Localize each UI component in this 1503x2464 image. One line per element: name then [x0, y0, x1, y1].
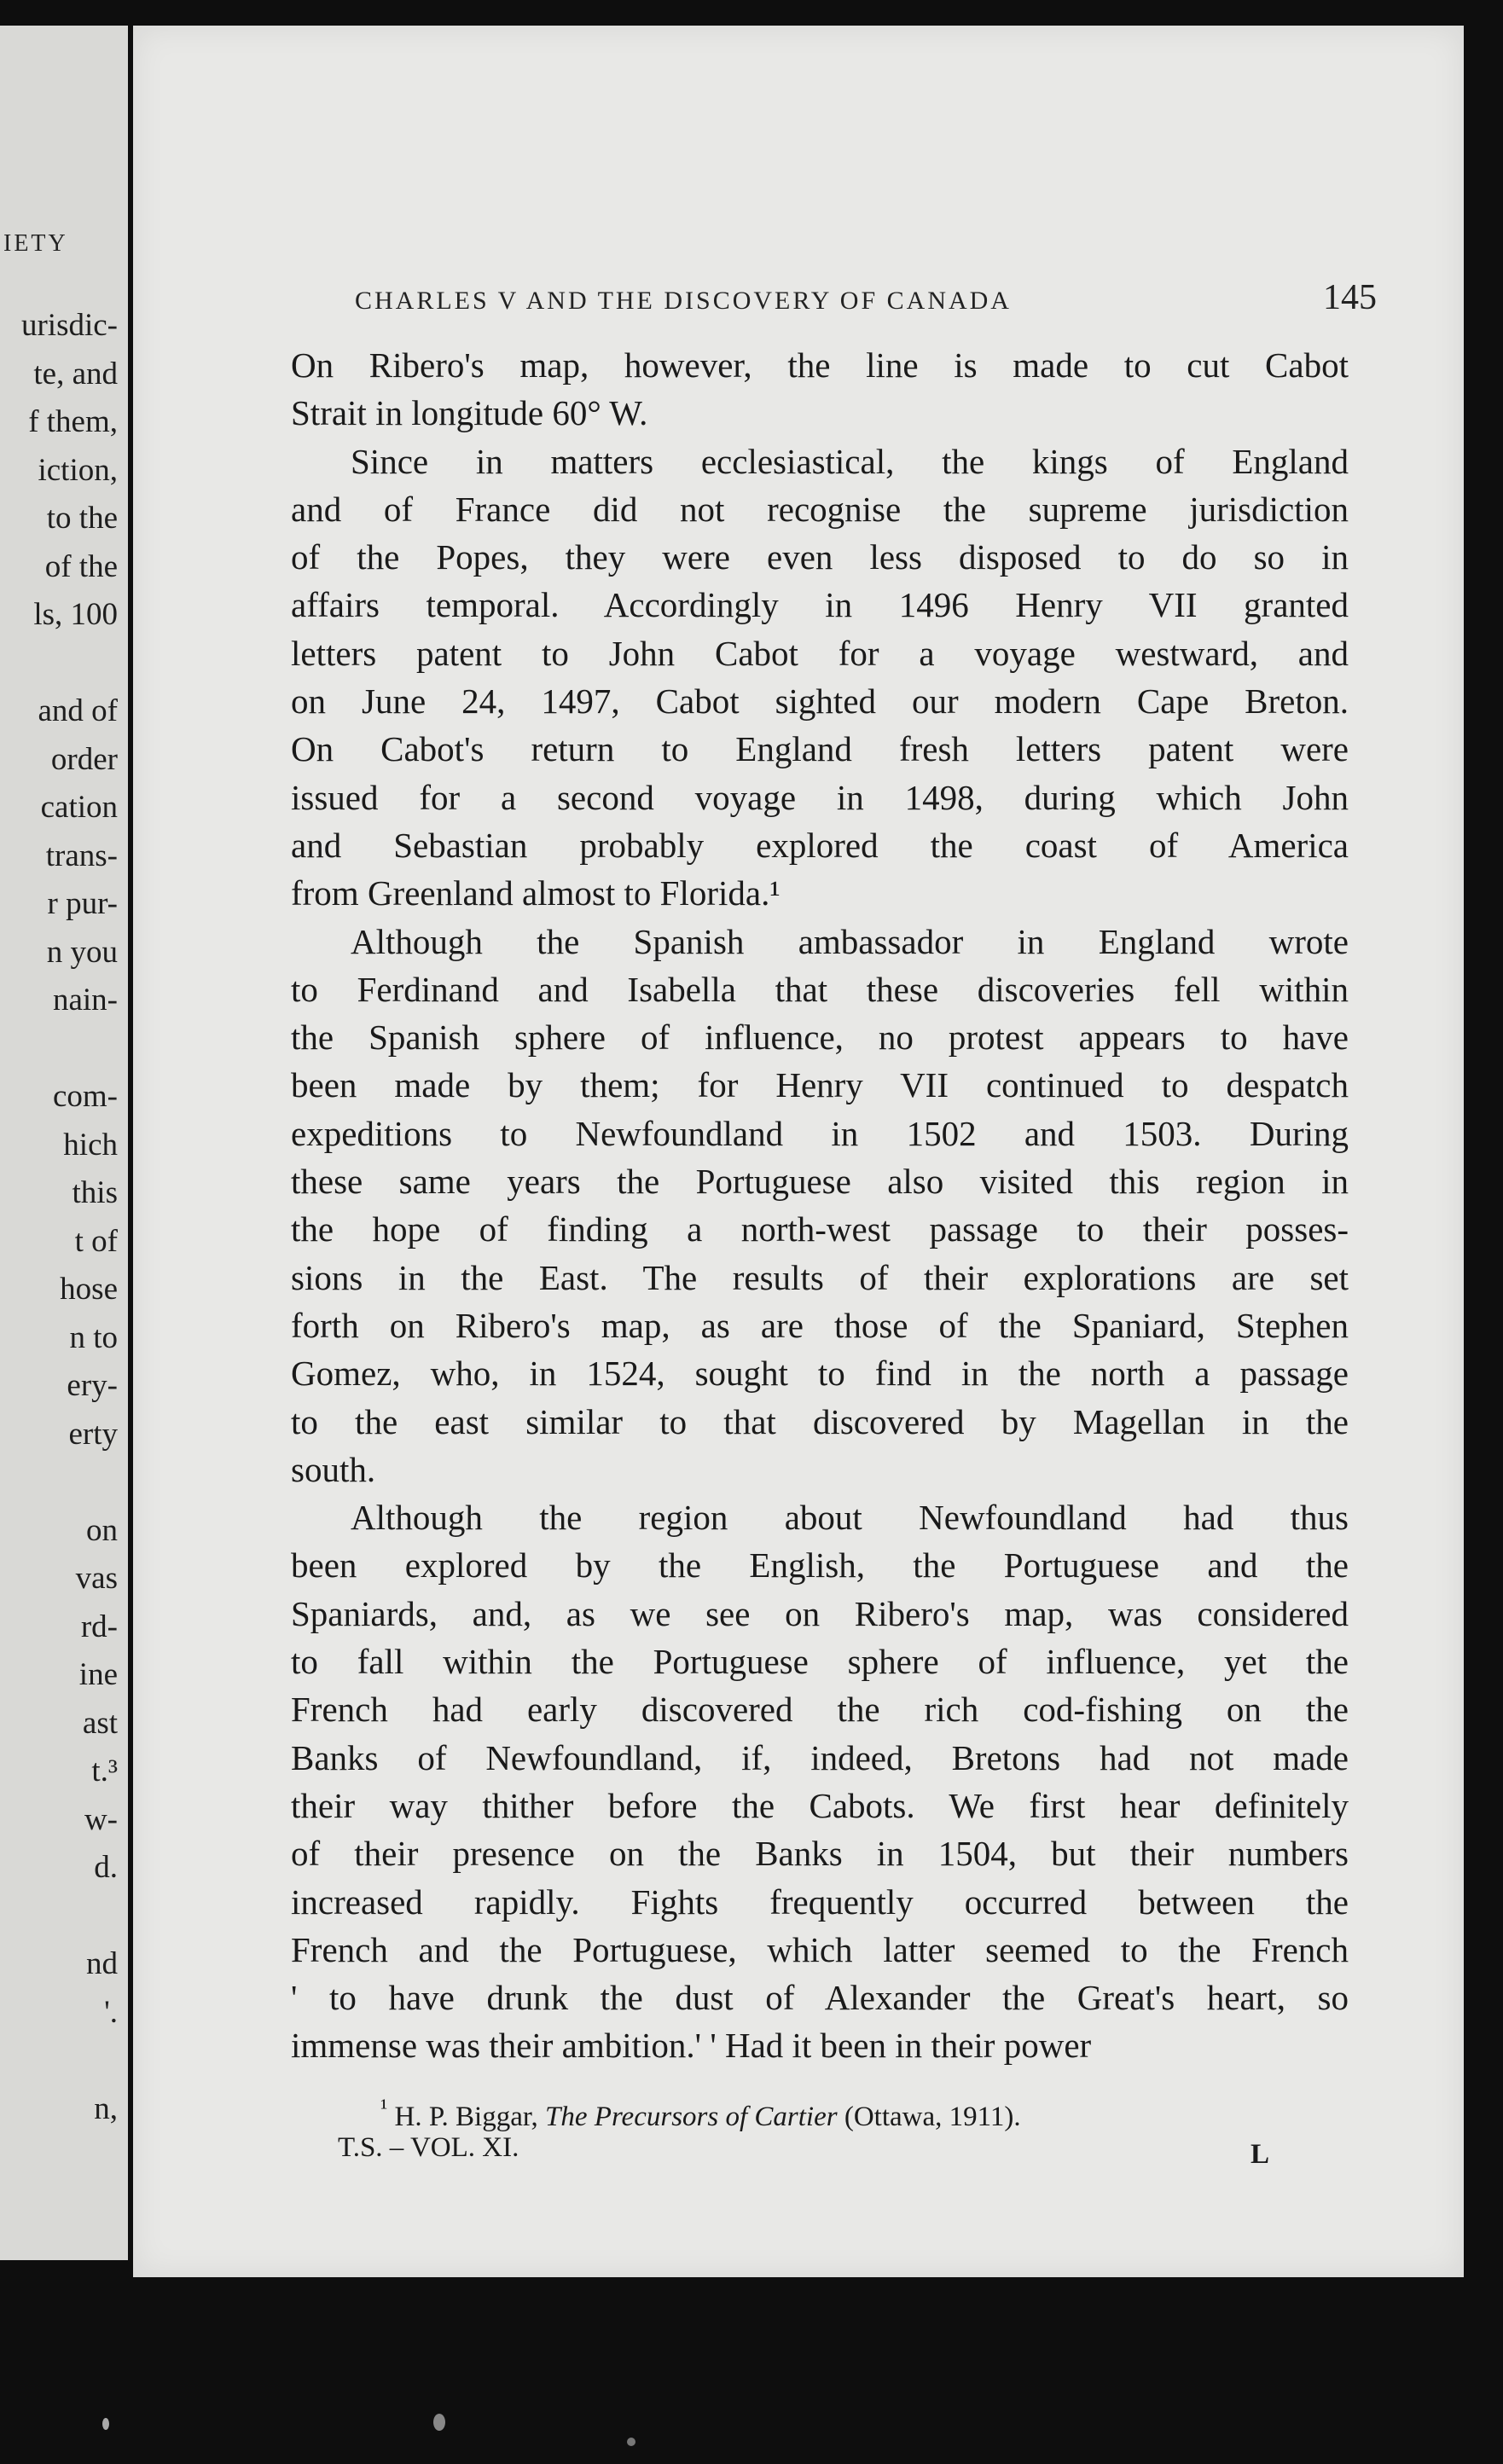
- scan-speck: [433, 2414, 445, 2431]
- previous-page-line: ine: [78, 1657, 118, 1692]
- scan-speck: [627, 2438, 635, 2446]
- previous-page-line: hose: [60, 1272, 118, 1307]
- previous-page-line: erty: [68, 1416, 118, 1452]
- footnote-title: The Precursors of Cartier: [545, 2102, 838, 2132]
- footnote-rest: (Ottawa, 1911).: [844, 2102, 1021, 2132]
- text-line: of their presence on the Banks in 1504, but their numbers: [291, 1834, 1349, 1874]
- text-line: south.: [291, 1449, 376, 1489]
- previous-page-line: cation: [40, 790, 118, 825]
- previous-page-line: nain-: [52, 983, 118, 1017]
- page-number: 145: [1323, 278, 1377, 317]
- text-line: letters patent to John Cabot for a voyage westward, and: [291, 633, 1349, 673]
- running-title: CHARLES V AND THE DISCOVERY OF CANADA: [355, 287, 1012, 315]
- text-line: French had early discovered the rich cod-fishing on the: [291, 1690, 1349, 1730]
- previous-page-line: n to: [69, 1319, 118, 1355]
- text-line: Gomez, who, in 1524, sought to find in the north a passage: [291, 1354, 1349, 1394]
- text-line: increased rapidly. Fights frequently occurred between the: [291, 1881, 1349, 1922]
- text-line: On Ribero's map, however, the line is made to cut Cabot: [291, 345, 1349, 385]
- text-line: immense was their ambition.' ' Had it been in their power: [291, 2026, 1092, 2066]
- previous-page-line: trans-: [45, 838, 118, 873]
- text-line: On Cabot's return to England fresh letters patent were: [291, 729, 1349, 769]
- previous-page-line: com-: [52, 1079, 118, 1114]
- footnote-marker: ¹: [380, 2094, 388, 2120]
- paragraph: [291, 1493, 1349, 2070]
- previous-page-header: IETY: [3, 230, 68, 257]
- text-line: Banks of Newfoundland, if, indeed, Bretons had not made: [291, 1737, 1349, 1777]
- previous-page-line: this: [72, 1175, 118, 1210]
- previous-page-line: t of: [74, 1223, 118, 1259]
- previous-page-line: w-: [84, 1801, 118, 1837]
- text-line: to Ferdinand and Isabella that these discoveries fell within: [291, 969, 1349, 1009]
- text-line: and of France did not recognise the supreme jurisdiction: [291, 489, 1349, 529]
- text-line: of the Popes, they were even less disposed to do so in: [291, 537, 1349, 577]
- text-line: Since in matters ecclesiastical, the kings of England: [351, 441, 1349, 481]
- previous-page-line: '.: [104, 1994, 118, 2030]
- previous-page-edge: [0, 26, 128, 2260]
- previous-page-line: of the: [44, 548, 118, 584]
- text-line: their way thither before the Cabots. We first hear definitely: [291, 1785, 1349, 1825]
- text-line: Although the Spanish ambassador in England wrote: [351, 921, 1349, 961]
- text-line: to the east similar to that discovered by Magellan in the: [291, 1401, 1349, 1441]
- text-line: the Spanish sphere of influence, no protest appears to have: [291, 1017, 1349, 1058]
- previous-page-line: n,: [94, 2090, 118, 2126]
- previous-page-line: rd-: [80, 1609, 118, 1644]
- text-line: on June 24, 1497, Cabot sighted our modern Cape Breton.: [291, 681, 1349, 722]
- text-line: been made by them; for Henry VII continued to despatch: [291, 1065, 1349, 1105]
- footnote-author: H. P. Biggar,: [394, 2102, 538, 2132]
- text-line: Strait in longitude 60° W.: [291, 393, 648, 433]
- text-line: and Sebastian probably explored the coast of America: [291, 825, 1349, 865]
- text-line: Although the region about Newfoundland had thus: [351, 1498, 1349, 1538]
- previous-page-line: ast: [82, 1705, 118, 1741]
- text-line: these same years the Portuguese also visited this region in: [291, 1162, 1349, 1202]
- text-line: been explored by the English, the Portuguese and the: [291, 1545, 1349, 1586]
- text-line: sions in the East. The results of their explorations are set: [291, 1257, 1349, 1297]
- previous-page-line: r pur-: [47, 886, 118, 921]
- signature-letter: L: [1251, 2139, 1270, 2170]
- previous-page-line: and of: [38, 693, 118, 728]
- paragraph: [291, 918, 1349, 1494]
- scan-speck: [102, 2418, 109, 2430]
- previous-page-line: vas: [75, 1561, 118, 1596]
- previous-page-line: order: [50, 741, 118, 777]
- previous-page-line: ls, 100: [33, 597, 118, 632]
- text-line: affairs temporal. Accordingly in 1496 Henry VII granted: [291, 585, 1349, 625]
- previous-page-line: t.³: [91, 1754, 118, 1789]
- text-line: from Greenland almost to Florida.¹: [291, 873, 781, 913]
- body-text: [291, 341, 1349, 2070]
- previous-page-line: f them,: [28, 404, 118, 439]
- text-line: French and the Portuguese, which latter seemed to the French: [291, 1929, 1349, 1969]
- previous-page-line: ery-: [67, 1368, 118, 1403]
- previous-page-line: te, and: [33, 356, 118, 391]
- book-page: [133, 26, 1464, 2277]
- signature-mark: T.S. – VOL. XI.: [338, 2132, 519, 2163]
- previous-page-line: iction,: [38, 452, 118, 488]
- previous-page-line: nd: [86, 1946, 118, 1981]
- text-line: Spaniards, and, as we see on Ribero's map, was considered: [291, 1593, 1349, 1633]
- footnote: [380, 2094, 1021, 2133]
- text-line: the hope of finding a north-west passage to their posses-: [291, 1209, 1349, 1249]
- previous-page-line: n you: [46, 934, 118, 970]
- text-line: issued for a second voyage in 1498, during which John: [291, 777, 1349, 817]
- previous-page-line: on: [86, 1512, 118, 1548]
- text-line: ' to have drunk the dust of Alexander the Great's heart, so: [291, 1978, 1349, 2018]
- paragraph: [291, 438, 1349, 918]
- text-line: expeditions to Newfoundland in 1502 and 1503. During: [291, 1113, 1349, 1153]
- text-line: forth on Ribero's map, as are those of the Spaniard, Stephen: [291, 1305, 1349, 1345]
- paragraph: [291, 341, 1349, 438]
- previous-page-line: urisdic-: [20, 308, 118, 343]
- text-line: to fall within the Portuguese sphere of influence, yet the: [291, 1642, 1349, 1682]
- previous-page-line: to the: [46, 501, 118, 536]
- previous-page-line: hich: [63, 1127, 118, 1162]
- previous-page-line: d.: [94, 1850, 118, 1885]
- running-head: [355, 277, 1377, 318]
